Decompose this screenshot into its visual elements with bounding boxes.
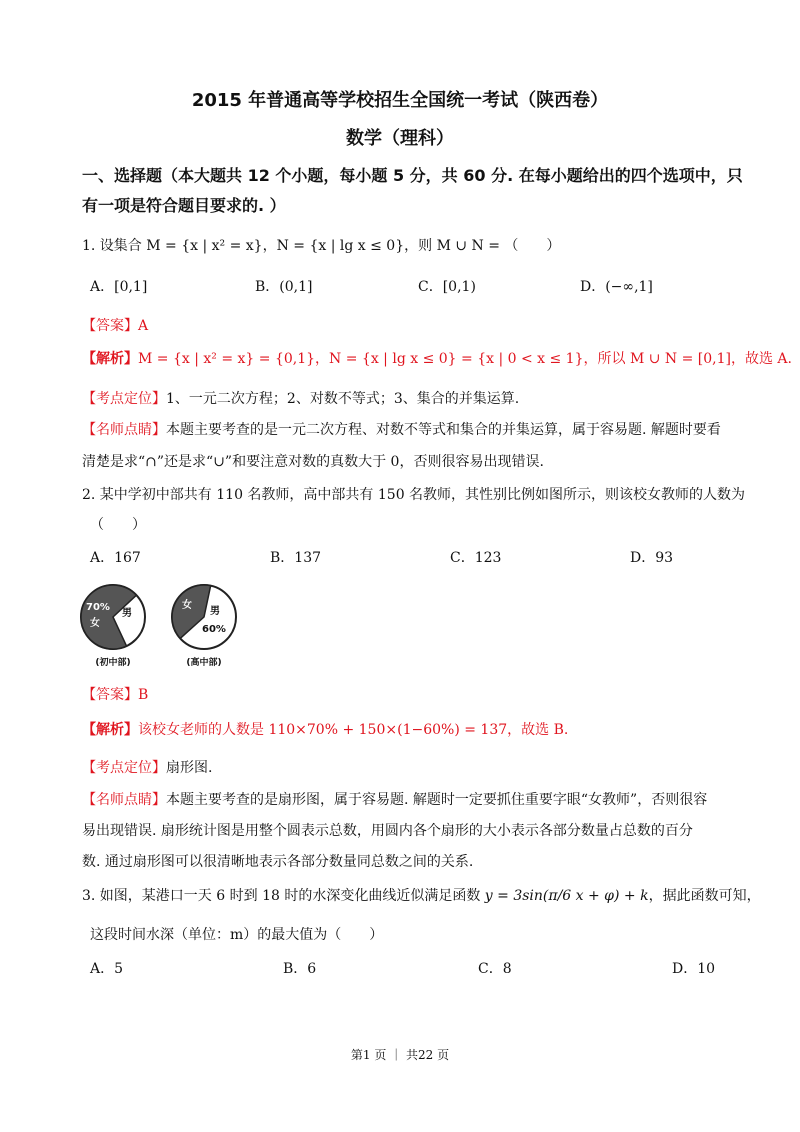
q1-dianjing-label: 【名师点睛】 — [82, 422, 166, 438]
q1-dianjing-text1: 本题主要考查的是一元二次方程、对数不等式和集合的并集运算，属于容易题. 解题时要看 — [166, 422, 721, 438]
q3-stem-line2: 这段时间水深（单位：m）的最大值为（ ） — [90, 927, 384, 943]
q3-formula: y = 3sin(π/6 x + φ) + k — [484, 888, 649, 904]
page-title: 2015 年普通高等学校招生全国统一考试（陕西卷） — [191, 90, 609, 111]
q1-dianjing-line2: 清楚是求“∩”还是求“∪”和要注意对数的真数大于 0，否则很容易出现错误. — [82, 454, 544, 470]
pie-junior-male-text: 男 — [122, 608, 132, 619]
pie-senior-male-text: 男 — [210, 606, 220, 617]
pie-chart-junior — [76, 582, 156, 672]
q2-dianjing-line1 — [82, 789, 707, 809]
q1-dianjing-line1 — [82, 419, 721, 439]
pie-junior-svg — [76, 582, 156, 654]
q2-answer-label: 【答案】 — [82, 687, 138, 703]
section-heading-line2: 有一项是符合题目要求的. ） — [82, 196, 286, 215]
q2-option-a: A．167 — [90, 550, 141, 566]
pie-senior-male-pct: 60% — [202, 624, 226, 635]
q3-stem-line1 — [82, 885, 761, 905]
q2-stem-line2: （ ） — [90, 517, 146, 533]
q2-answer — [82, 684, 148, 704]
q3-option-d: D．10 — [672, 961, 716, 977]
q2-stem-line1: 2. 某中学初中部共有 110 名教师，高中部共有 150 名教师，其性别比例如图所示，则该校女教师的人数为 — [82, 487, 746, 503]
pie-chart-senior — [164, 582, 244, 672]
q1-option-d: D．(−∞,1] — [580, 279, 653, 295]
q1-analysis-label: 【解析】 — [82, 351, 138, 367]
q2-kaodian — [82, 757, 212, 777]
pie-senior-caption: (高中部) — [186, 658, 222, 668]
q2-option-c: C．123 — [450, 550, 502, 566]
q2-dianjing-label: 【名师点睛】 — [82, 792, 166, 808]
q2-analysis-text: 该校女老师的人数是 110×70% + 150×(1−60%) = 137，故选 B. — [138, 722, 569, 738]
q2-kaodian-label: 【考点定位】 — [82, 760, 166, 776]
q1-answer-label: 【答案】 — [82, 318, 138, 334]
q2-analysis — [82, 719, 568, 739]
q1-option-c: C．[0,1) — [418, 279, 476, 295]
page-footer: 第1 页 ｜ 共22 页 — [350, 1048, 450, 1062]
q1-option-b: B．(0,1] — [255, 279, 313, 295]
q2-option-b: B．137 — [270, 550, 322, 566]
q2-option-d: D．93 — [630, 550, 674, 566]
pie-senior-svg — [164, 582, 244, 654]
q1-kaodian — [82, 388, 519, 408]
q2-dianjing-line3: 数. 通过扇形图可以很清晰地表示各部分数量同总数之间的关系. — [82, 854, 474, 870]
pie-junior-female-pct: 70% — [86, 602, 110, 613]
q3-stem-part1: 3. 如图，某港口一天 6 时到 18 时的水深变化曲线近似满足函数 — [82, 888, 481, 904]
pie-senior-female-text: 女 — [182, 600, 192, 611]
q2-dianjing-text1: 本题主要考查的是扇形图，属于容易题. 解题时一定要抓住重要字眼“女教师”，否则很容 — [166, 792, 708, 808]
q3-option-c: C．8 — [478, 961, 512, 977]
q1-kaodian-label: 【考点定位】 — [82, 391, 166, 407]
page-subtitle: 数学（理科） — [346, 128, 454, 149]
q1-analysis — [82, 348, 792, 368]
pie-junior-female-text: 女 — [90, 618, 100, 629]
q1-kaodian-text: 1、一元二次方程；2、对数不等式；3、集合的并集运算. — [166, 391, 520, 407]
pie-junior-caption: (初中部) — [95, 658, 131, 668]
q1-option-a: A．[0,1] — [90, 279, 148, 295]
section-heading-line1: 一、选择题（本大题共 12 个小题，每小题 5 分，共 60 分. 在每小题给出的四个选项中，只 — [82, 166, 743, 185]
q2-kaodian-text: 扇形图. — [166, 760, 213, 776]
q2-dianjing-line2: 易出现错误. 扇形统计图是用整个圆表示总数，用圆内各个扇形的大小表示各部分数量占总数的百分 — [82, 823, 693, 839]
q1-answer-value: A — [138, 318, 149, 334]
q1-stem: 1. 设集合 M = {x | x² = x}，N = {x | lg x ≤ 0}，则 M ∪ N = （ ） — [82, 238, 561, 254]
q3-option-b: B．6 — [283, 961, 317, 977]
q3-option-a: A．5 — [90, 961, 124, 977]
q1-answer — [82, 315, 148, 335]
q3-stem-part2: ，据此函数可知， — [648, 888, 761, 904]
q1-analysis-text: M = {x | x² = x} = {0,1}，N = {x | lg x ≤ 0} = {x | 0 < x ≤ 1}，所以 M ∪ N = [0,1]，故选 A. — [138, 351, 792, 367]
q2-answer-value: B — [138, 687, 149, 703]
q2-analysis-label: 【解析】 — [82, 722, 138, 738]
